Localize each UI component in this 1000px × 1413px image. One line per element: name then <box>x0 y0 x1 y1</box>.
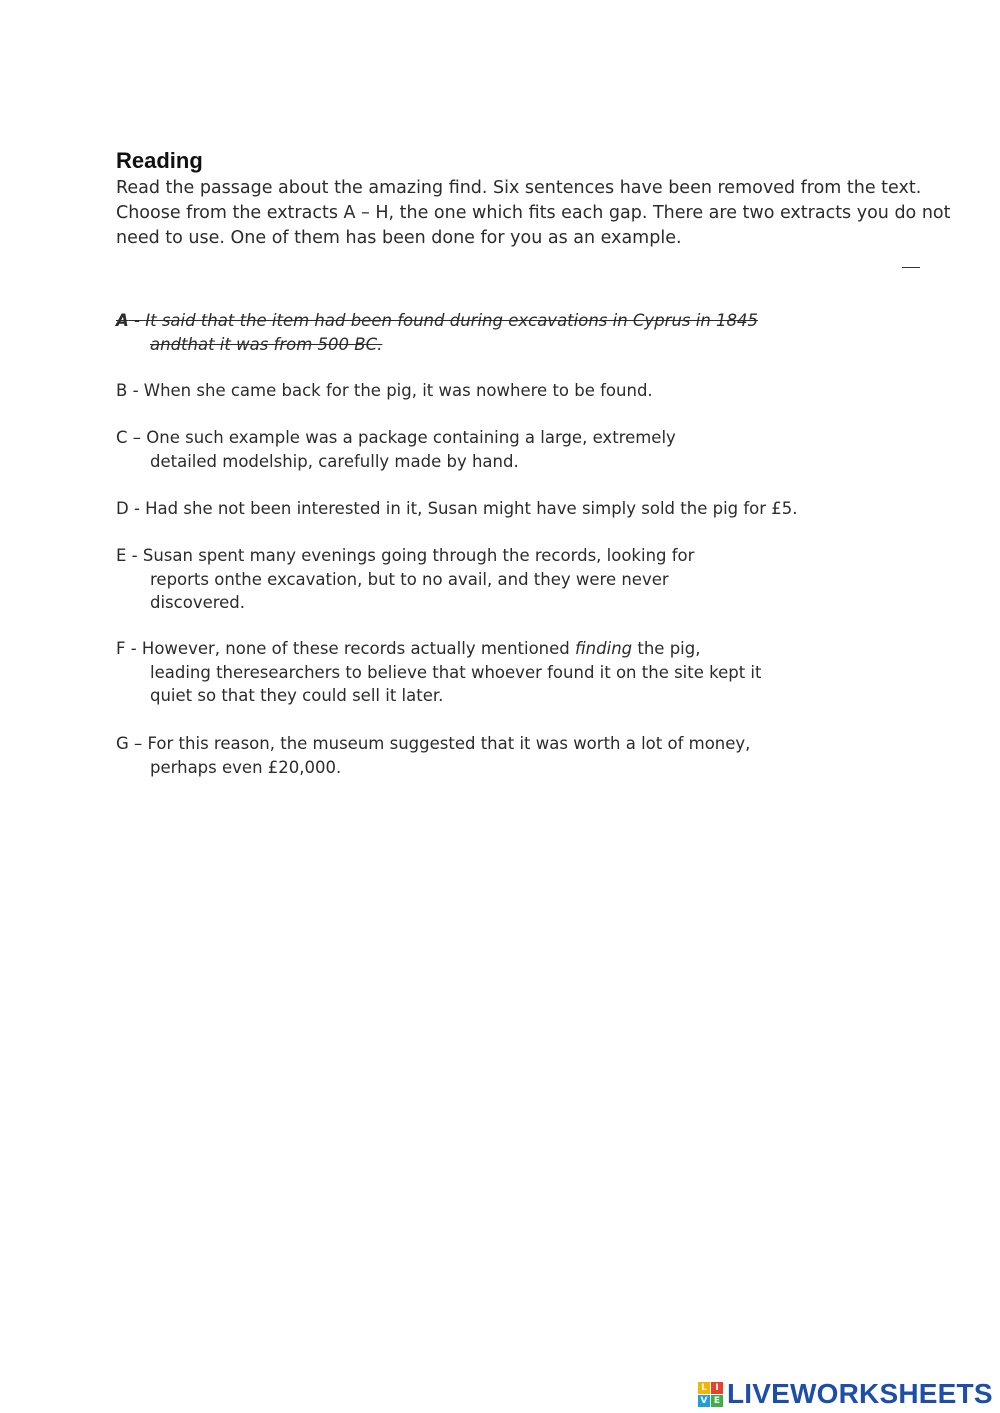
instructions-text: Read the passage about the amazing find. Six sentences have been removed from the text. Choose from the extracts A – H, the one which fits each gap. There are two extracts you do not need to use. One of them has been done for you as an example. <box>116 178 951 248</box>
extract-e <box>116 544 916 615</box>
extract-f-line3: quiet so that they could sell it later. <box>150 686 444 705</box>
extract-e-line3: discovered. <box>150 593 246 612</box>
extract-g-line2: perhaps even £20,000. <box>150 757 342 777</box>
extract-f-line1-post: the pig, <box>632 639 701 658</box>
extract-d <box>116 497 916 521</box>
extract-d-line1: D - Had she not been interested in it, Susan might have simply sold the pig for £5. <box>116 499 798 518</box>
extract-a-separator: - <box>128 311 146 330</box>
extract-f-line1-emphasis: finding <box>575 639 633 658</box>
liveworksheets-logo-icon <box>698 1382 723 1407</box>
extract-a <box>116 309 916 356</box>
extract-e-line2: reports onthe excavation, but to no avail, and they were never <box>150 569 669 589</box>
logo-icon-cell-e: E <box>711 1395 723 1407</box>
answer-dash <box>902 267 920 268</box>
extract-f-line2: leading theresearchers to believe that whoever found it on the site kept it <box>150 662 762 682</box>
extract-b <box>116 379 916 403</box>
extract-a-line1: It said that the item had been found during excavations in Cyprus in 1845 <box>145 311 759 330</box>
logo-icon-cell-v: V <box>698 1395 710 1407</box>
extract-c <box>116 426 916 473</box>
extract-f <box>116 637 916 708</box>
extract-g <box>116 732 916 779</box>
extract-c-line2: detailed modelship, carefully made by hand. <box>150 451 519 471</box>
extract-a-letter: A <box>116 311 129 330</box>
logo-icon-cell-l: L <box>698 1382 710 1394</box>
extract-b-line1: B - When she came back for the pig, it was nowhere to be found. <box>116 381 653 400</box>
section-heading: Reading <box>116 148 203 173</box>
liveworksheets-logo[interactable] <box>698 1378 993 1410</box>
liveworksheets-logo-text: LIVEWORKSHEETS <box>727 1378 993 1409</box>
extract-c-line1: C – One such example was a package containing a large, extremely <box>116 428 676 447</box>
extract-a-line2: andthat it was from 500 BC. <box>150 334 383 354</box>
extract-g-line1: G – For this reason, the museum suggested that it was worth a lot of money, <box>116 734 751 753</box>
logo-icon-cell-i: I <box>711 1382 723 1394</box>
extract-f-line1-pre: F - However, none of these records actually mentioned <box>116 639 576 658</box>
extract-e-line1: E - Susan spent many evenings going through the records, looking for <box>116 546 695 565</box>
